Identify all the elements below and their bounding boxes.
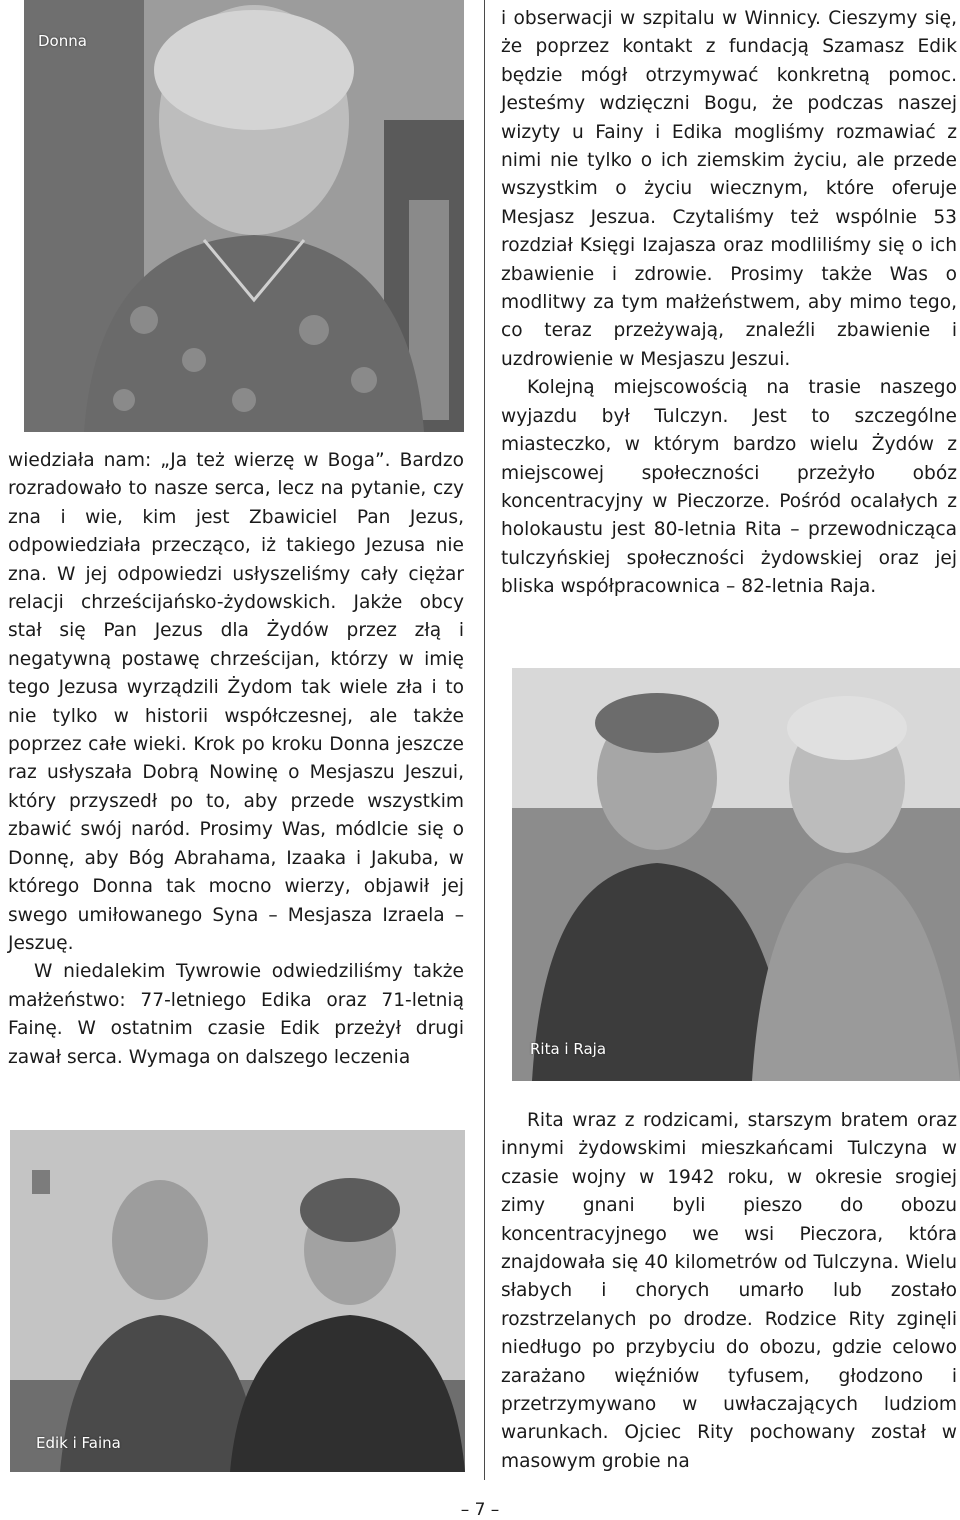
photo-edik-faina (10, 1130, 465, 1472)
photo-rita-raja-image (512, 668, 960, 1081)
page-number: – 7 – (460, 1500, 500, 1520)
right-paragraph-3: Rita wraz z rodzicami, starszym bratem oraz innymi żydowskimi mieszkańcami Tulczyna w czasie wojny w 1942 roku, w okresie srogiej zimy gnani byli pieszo do obozu koncentracyjnego we wsi Pieczora, która znajdowała się 40 kilometrów od Tulczyna. Wielu słabych i chorych umarło lub zostało rozstrzelanych po drodze. Rodzice Rity zginęli niedługo po przybyciu do obozu, gdzie celowo zarażano więźniów tyfusem, głodzono i przetrzymywano w uwłaczających ludziom warunkach. Ojciec Rity pochowany został w masowym grobie na (501, 1110, 957, 1472)
right-column-bottom (501, 1107, 957, 1476)
left-paragraph-1: wiedziała nam: „Ja też wierzę w Boga”. Bardzo rozradowało to nasze serca, lecz na pytanie, czy zna i wie, kim jest Zbawiciel Pan Jezus, odpowiedziała przecząco, iż takiego Jezusa nie zna. W jej odpowiedzi usłyszeliśmy cały ciężar relacji chrześcijańsko-żydowskich. Jakże obcy stał się Pan Jezus dla Żydów przez złą i negatywną postawę chrześcijan, którzy w imię tego Jezusa wyrządzili Żydom tak wiele zła i to nie tylko w historii współczesnej, ale także poprzez całe wieki. Krok po kroku Donna jeszcze raz usłyszała Dobrą Nowinę o Mesjaszu Jeszui, który przyszedł po to, aby przede wszystkim zbawić swój naród. Prosimy Was, módlcie się o Donnę, aby Bóg Abrahama, Izaaka i Jakuba, w którego Donna tak mocno wierzy, objawił jej swego umiłowanego Syna – Mesjasza Izraela – Jeszuę. (8, 450, 464, 954)
photo-caption-donna: Donna (38, 32, 87, 50)
photo-caption-rita-raja: Rita i Raja (530, 1040, 607, 1058)
photo-caption-edik-faina: Edik i Faina (36, 1434, 121, 1452)
left-paragraph-2: W niedalekim Tywrowie odwiedziliśmy także małżeństwo: 77-letniego Edika oraz 71-letnią Fainę. W ostatnim czasie Edik przeżył drugi zawał serca. Wymaga on dalszego leczenia (8, 961, 464, 1068)
photo-donna-image (24, 0, 464, 432)
photo-donna (24, 0, 464, 432)
column-divider (484, 0, 485, 1480)
right-column-top (501, 5, 957, 602)
photo-rita-raja (512, 668, 960, 1081)
photo-edik-faina-image (10, 1130, 465, 1472)
left-column (8, 447, 464, 1072)
right-paragraph-1: i obserwacji w szpitalu w Winnicy. Cieszymy się, że poprzez kontakt z fundacją Szamasz Edik będzie mógł otrzymywać konkretną pomoc. Jesteśmy wdzięczni Bogu, że podczas naszej wizyty u Fainy i Edika mogliśmy rozmawiać z nimi nie tylko o ich ziemskim życiu, ale przede wszystkim o życiu wiecznym, które oferuje Mesjasz Jeszua. Czytaliśmy też wspólnie 53 rozdział Księgi Izajasza oraz modliliśmy się o ich zbawienie i zdrowie. Prosimy także Was o modlitwy za tym małżeństwem, aby mimo tego, co teraz przeżywają, znaleźli zbawienie i uzdrowienie w Mesjaszu Jeszui. (501, 8, 957, 370)
right-paragraph-2: Kolejną miejscowością na trasie naszego wyjazdu był Tulczyn. Jest to szczególne miasteczko, w którym bardzo wielu Żydów z miejscowej społeczności przeżyło obóz koncentracyjny w Pieczorze. Pośród ocalałych z holokaustu jest 80-letnia Rita – przewodnicząca tulczyńskiej społeczności żydowskiej oraz jej bliska współpracownica – 82-letnia Raja. (501, 377, 957, 598)
